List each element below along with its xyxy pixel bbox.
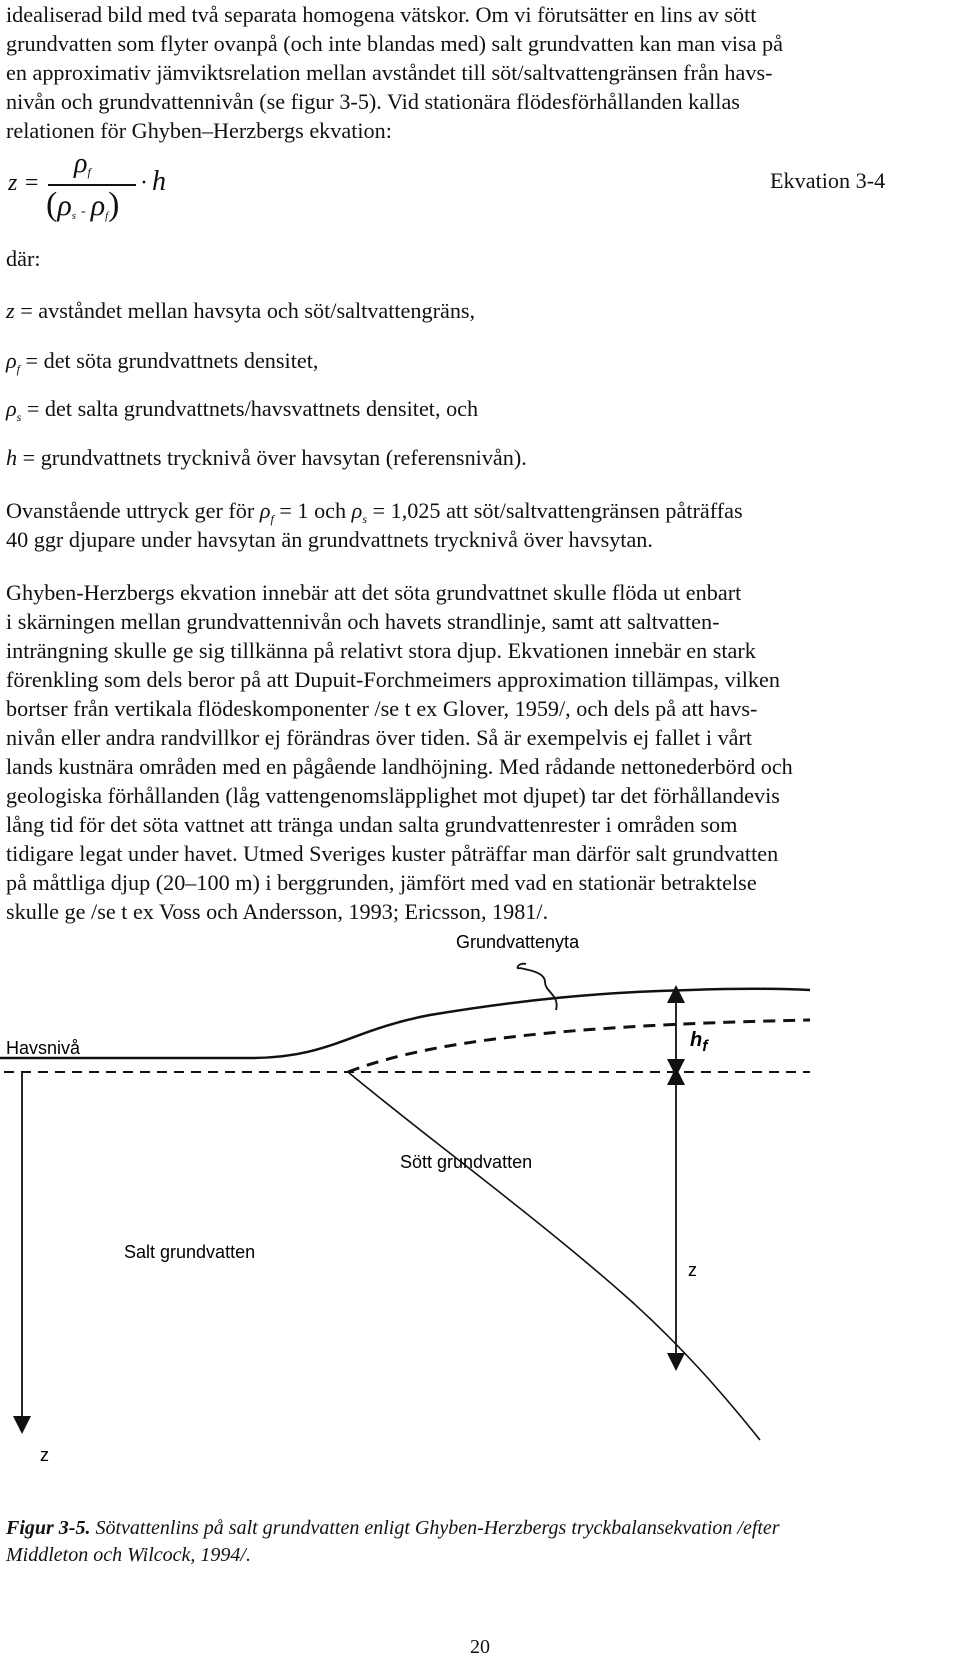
text-line: tidigare legat under havet. Utmed Sveriges kuster påträffar man därför salt grundvatten — [6, 841, 779, 866]
equation-label: Ekvation 3-4 — [770, 168, 886, 193]
text-line: Ovanstående uttryck ger för $\rho_f = 1$ och $\rho_s = 1,025$ att söt/saltvattengränsen påträffas — [6, 498, 743, 526]
figure-3-5 — [0, 932, 960, 1500]
label-z-right: z — [688, 1260, 697, 1280]
page-number: 20 — [470, 1636, 490, 1658]
dar-label: där: — [6, 246, 41, 271]
text-line: förenkling som dels beror på att Dupuit-Forchmeimers approximation tillämpas, vilken — [6, 667, 780, 692]
text-line: relationen för Ghyben–Herzbergs ekvation: — [6, 118, 392, 143]
figure-caption: Figur 3-5. Sötvattenlins på salt grundvatten enligt Ghyben-Herzbergs tryckbalansekvation /efter Middleton och Wilcock, 1994/. — [6, 1517, 780, 1566]
text-line: i skärningen mellan grundvattennivån och havets strandlinje, samt att saltvatten- — [6, 609, 720, 634]
definition-z: z = avståndet mellan havsyta och söt/saltvattengräns, — [6, 298, 476, 323]
text-line: nivån eller andra randvillkor ej förändras över tiden. Så är exempelvis ej fallet i vårt — [6, 725, 753, 750]
text-line: lång tid för det söta vattnet att tränga undan salta grundvattenrester i områden som — [6, 812, 738, 837]
text-line: på måttliga djup (20–100 m) i berggrunden, jämfört med vad en stationär betraktelse — [6, 870, 757, 895]
text-line: bortser från vertikala flödeskomponenter /se t ex Glover, 1959/, och dels på att havs- — [6, 696, 758, 721]
equation-denominator: (ρs - ρf) — [46, 186, 120, 223]
grundvattenyta-connector — [518, 964, 557, 1010]
label-grundvattenyta: Grundvattenyta — [456, 932, 580, 952]
definition-h: h = grundvattnets trycknivå över havsytan (referensnivån). — [6, 445, 527, 470]
equation-h: h — [152, 166, 166, 197]
equation-dot: · — [140, 170, 148, 196]
water-table-curve — [348, 1020, 810, 1072]
text-line: 40 ggr djupare under havsytan än grundvattnets trycknivå över havsytan. — [6, 527, 653, 552]
label-hf: $h_f$ — [690, 1029, 708, 1055]
text-line: nivån och grundvattennivån (se figur 3-5). Vid stationära flödesförhållanden kallas — [6, 89, 740, 114]
text-line: idealiserad bild med två separata homogena vätskor. Om vi förutsätter en lins av sött — [6, 2, 757, 27]
text-line: en approximativ jämviktsrelation mellan avståndet till söt/saltvattengränsen från havs- — [6, 60, 773, 85]
definition-rho-f: $\rho_f = \det$ söta grundvattnets densitet, — [6, 348, 319, 376]
text-line: inträngning skulle ge sig tillkänna på relativt stora djup. Ekvationen innebär en stark — [6, 638, 756, 663]
paragraph-3 — [6, 578, 954, 926]
text-line: grundvatten som flyter ovanpå (och inte blandas med) salt grundvatten kan man visa på — [6, 31, 783, 56]
text-line: geologiska förhållanden (låg vattengenomsläpplighet mot djupet) tar det förhållandevis — [6, 783, 780, 808]
paragraph-2 — [6, 496, 954, 554]
text-line: lands kustnära områden med en pågående landhöjning. Med rådande nettonederbörd och — [6, 754, 793, 779]
equation-numerator: ρf — [74, 148, 91, 179]
label-havsniva: Havsnivå — [6, 1038, 81, 1058]
intro-paragraph — [6, 0, 954, 145]
label-z-left: z — [40, 1445, 49, 1465]
label-sott-grundvatten: Sött grundvatten — [400, 1152, 533, 1172]
fresh-salt-interface — [348, 1072, 760, 1440]
text-line: skulle ge /se t ex Voss och Andersson, 1993; Ericsson, 1981/. — [6, 899, 549, 924]
definition-rho-s: $\rho_s = \det$ salta grundvattnets/havsvattnets densitet, och — [6, 396, 479, 424]
equation-lhs: z = — [8, 170, 40, 196]
text-line: Ghyben-Herzbergs ekvation innebär att det söta grundvattnet skulle flöda ut enbart — [6, 580, 742, 605]
label-salt-grundvatten: Salt grundvatten — [124, 1242, 256, 1262]
